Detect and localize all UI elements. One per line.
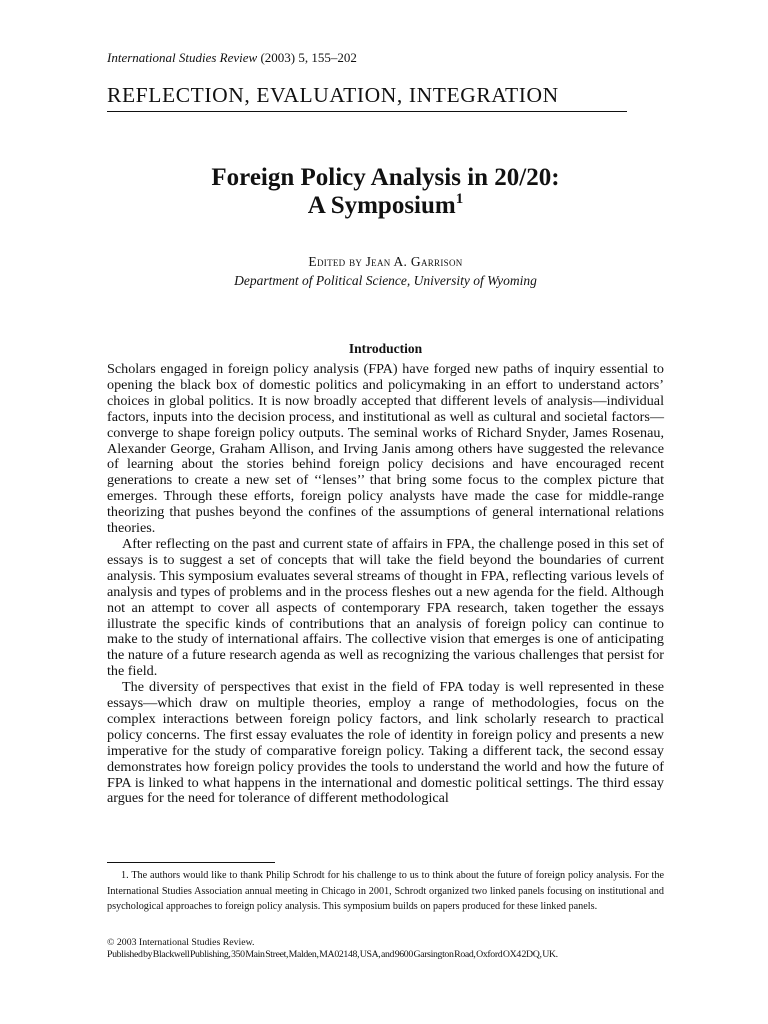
editor-name: Jean A. Garrison	[365, 254, 463, 269]
journal-name: International Studies Review	[107, 50, 258, 65]
article-title-line1: Foreign Policy Analysis in 20/20:	[211, 164, 560, 191]
editor-line	[107, 253, 664, 271]
paragraph-3: The diversity of perspectives that exist in the field of FPA today is well represented in these essays—which draw on multiple theories, employ a range of methodologies, focus on the complex interactions between foreign policy factors, and link scholarly research to practical policy concerns. The first essay evaluates the role of identity in foreign policy and presents a new imperative for the study of comparative foreign policy. Taking a different tack, the second essay demonstrates how foreign policy provides the tools to understand the world and how the future of FPA is linked to what happens in the international and domestic political settings. The third essay argues for the need for tolerance of different methodological	[107, 679, 664, 807]
article-title	[107, 164, 664, 220]
edited-by-label: Edited by	[308, 254, 363, 269]
copyright-line: © 2003 International Studies Review.	[107, 937, 255, 948]
introduction-body	[107, 362, 664, 807]
title-footnote-marker: 1	[455, 191, 464, 207]
journal-citation	[107, 50, 357, 66]
section-heading: REFLECTION, EVALUATION, INTEGRATION	[107, 82, 627, 112]
footnote-divider	[107, 862, 275, 863]
editor-affiliation: Department of Political Science, University of Wyoming	[234, 273, 537, 288]
introduction-heading: Introduction	[348, 341, 423, 356]
paragraph-2: After reflecting on the past and current state of affairs in FPA, the challenge posed in this set of essays is to suggest a set of concepts that will take the field beyond the boundaries of current analysis. This symposium evaluates several streams of thought in FPA, reflecting various levels of analysis and types of problems and in the process fleshes out a new agenda for the field. Although not an attempt to cover all aspects of contemporary FPA research, taken together the essays illustrate the specific kinds of contributions that an analysis of foreign policy can continue to make to the study of international affairs. The collective vision that emerges is one of anticipating the nature of a future research agenda as well as recognizing the various challenges that persist for the field.	[107, 535, 664, 680]
footnote-1: 1. The authors would like to thank Philip Schrodt for his challenge to us to think about the future of foreign policy analysis. For the International Studies Association annual meeting in Chicago in 2001, Schrodt organized two linked panels focusing on institutional and psychological approaches to foreign policy analysis. This symposium builds on papers produced for these linked panels.	[107, 870, 664, 912]
journal-volume-pages: (2003) 5, 155–202	[257, 50, 357, 65]
article-title-line2-text: A Symposium	[307, 192, 456, 219]
article-title-line2	[107, 192, 664, 220]
publisher-line: Published by Blackwell Publishing, 350 Main Street, Malden, MA 02148, USA, and 9600 Garsington Road, Oxford OX4 2DQ, UK.	[107, 949, 558, 960]
paragraph-1: Scholars engaged in foreign policy analysis (FPA) have forged new paths of inquiry essential to opening the black box of domestic politics and policymaking in an effort to understand actors’ choices in global politics. It is now broadly accepted that different levels of analysis—individual factors, inputs into the decision process, and institutional as well as cultural and societal factors—converge to shape foreign policy outputs. The seminal works of Richard Snyder, James Rosenau, Alexander George, Graham Allison, and Irving Janis among others have suggested the relevance of learning about the stories behind foreign policy decisions and have encouraged recent generations to create a new set of ‘‘lenses’’ that bring some focus to the complex picture that emerges. Through these efforts, foreign policy analysts have made the case for middle-range theorizing that pushes beyond the confines of the assumptions of general international relations theories.	[107, 361, 664, 537]
